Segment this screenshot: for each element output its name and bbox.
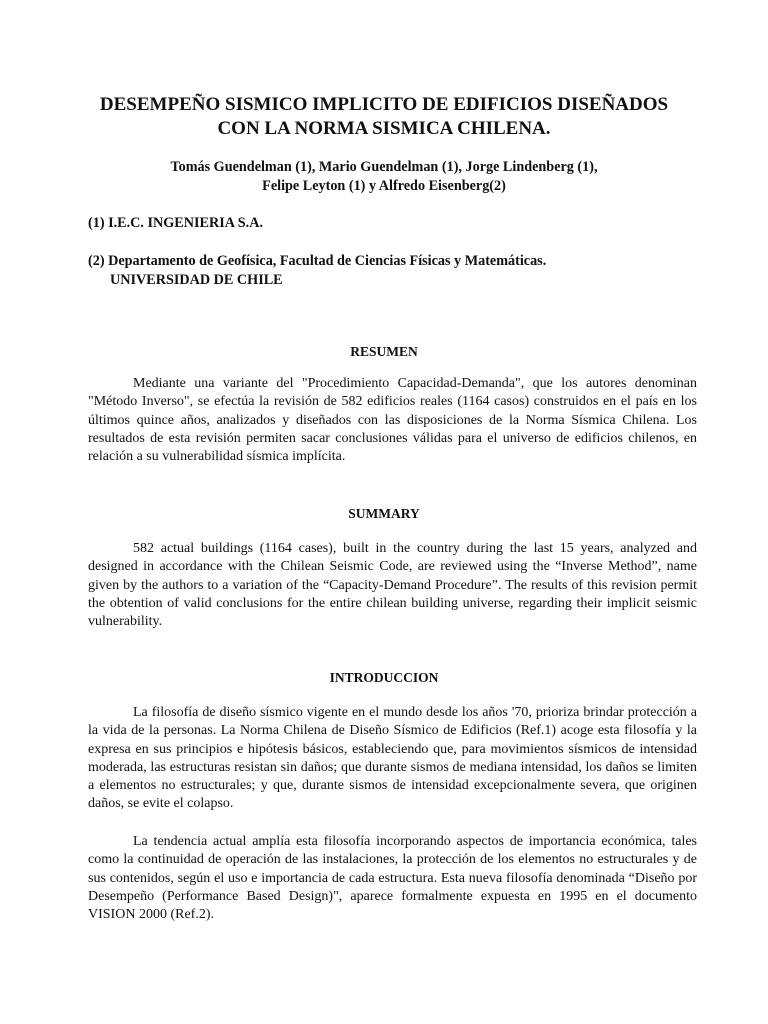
author-list bbox=[60, 158, 708, 195]
summary-paragraph: 582 actual buildings (1164 cases), built in the country during the last 15 years, analyzed and designed in accordance with the Chilean Seismic Code, are reviewed using the “Inverse Method”, name given by the authors to a variation of the “Capacity-Demand Procedure”. The results of this revision permit the obtention of valid conclusions for the entire chilean building universe, regarding their implicit seismic vulnerability. bbox=[88, 541, 697, 630]
affiliation-2-institution: UNIVERSIDAD DE CHILE bbox=[110, 272, 283, 288]
affiliation-2: (2) Departamento de Geofísica, Facultad de Ciencias Físicas y Matemáticas. bbox=[88, 253, 547, 269]
title-line-1: DESEMPEÑO SISMICO IMPLICITO DE EDIFICIOS DISEÑADOS bbox=[99, 94, 669, 115]
resumen-heading: RESUMEN bbox=[350, 344, 418, 359]
paper-title bbox=[60, 93, 708, 141]
resumen-paragraph: Mediante una variante del "Procedimiento Capacidad-Demanda", que los autores denominan "Método Inverso", se efectúa la revisión de 582 edificios reales (1164 casos) construidos en el país en los últimos quince años, analizados y diseñados con las disposiciones de la Norma Sísmica Chilena. Los resultados de esta revisión permiten sacar conclusiones válidas para el universo de edificios chilenos, en relación a su vulnerabilidad sísmica implícita. bbox=[88, 376, 697, 465]
introduccion-paragraph-1: La filosofía de diseño sísmico vigente en el mundo desde los años '70, prioriza brindar protección a la vida de la personas. La Norma Chilena de Diseño Sísmico de Edificios (Ref.1) acoge esta filosofía y la expresa en sus principios e hipótesis básicos, estableciendo que, para movimientos sísmicos de intensidad moderada, las estructuras resistan sin daños; que durante sismos de mediana intensidad, los daños se limiten a elementos no estructurales; y que, durante sismos de intensidad excepcionalmente severa, que originen daños, se evite el colapso. bbox=[88, 705, 697, 812]
authors-line-2: Felipe Leyton (1) y Alfredo Eisenberg(2) bbox=[262, 177, 506, 194]
summary-heading: SUMMARY bbox=[348, 506, 420, 521]
authors-line-1: Tomás Guendelman (1), Mario Guendelman (1), Jorge Lindenberg (1), bbox=[170, 159, 598, 175]
title-line-2: CON LA NORMA SISMICA CHILENA. bbox=[217, 118, 551, 139]
affiliation-1: (1) I.E.C. INGENIERIA S.A. bbox=[88, 215, 264, 231]
introduccion-heading: INTRODUCCION bbox=[329, 670, 439, 685]
introduccion-paragraph-2: La tendencia actual amplía esta filosofía incorporando aspectos de importancia económica, tales como la continuidad de operación de las instalaciones, la protección de los elementos no estructurales y de sus contenidos, según el uso e importancia de cada estructura. Esta nueva filosofía denominada “Diseño por Desempeño (Performance Based Design)", aparece formalmente expuesta en 1995 en el documento VISION 2000 (Ref.2). bbox=[88, 834, 697, 923]
